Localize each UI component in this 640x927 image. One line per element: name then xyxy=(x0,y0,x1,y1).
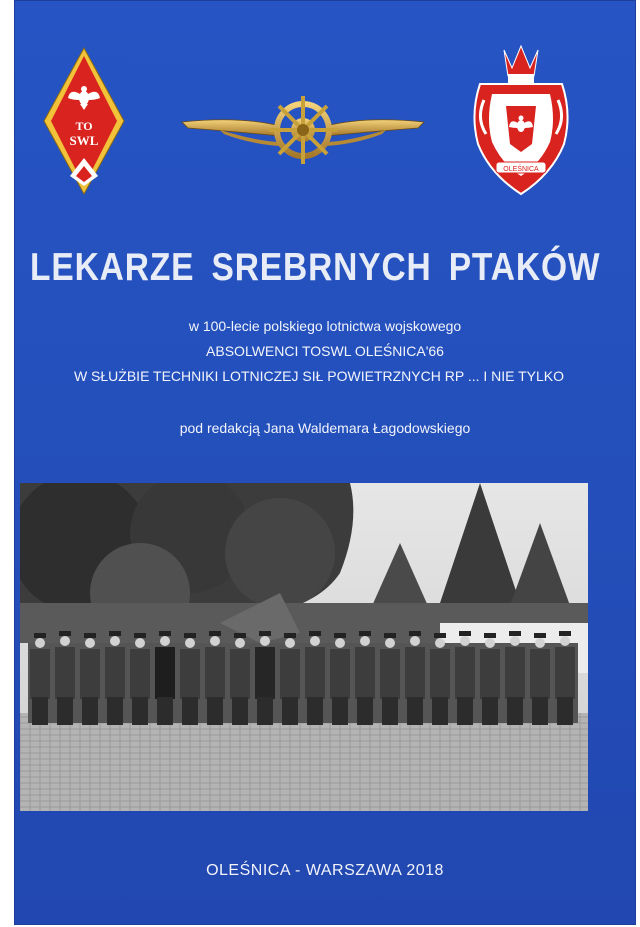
page-margin xyxy=(0,0,14,927)
book-title: LEKARZE SREBRNYCH PTAKÓW xyxy=(30,246,601,289)
editor-line: pod redakcją Jana Waldemara Łagodowskiego xyxy=(179,420,471,436)
group-photo-drawing xyxy=(20,483,588,811)
subtitle-line-3: W SŁUŻBIE TECHNIKI LOTNICZEJ SIŁ POWIETRZNYCH RP ... I NIE TYLKO xyxy=(73,368,565,384)
group-photo xyxy=(20,483,588,811)
air-force-wings-icon xyxy=(180,92,426,172)
crest-ribbon: OLEŚNICA xyxy=(503,166,539,173)
badge-line2: SWL xyxy=(69,133,99,148)
olesnica-crest-icon xyxy=(470,44,572,200)
toswl-badge-icon xyxy=(42,46,126,196)
badge-line1: TO xyxy=(75,119,93,133)
book-cover xyxy=(14,0,636,925)
subtitle-line-2: ABSOLWENCI TOSWL OLEŚNICA'66 xyxy=(206,343,444,359)
publication-place-year: OLEŚNICA - WARSZAWA 2018 xyxy=(206,862,444,879)
subtitle-line-1: w 100-lecie polskiego lotnictwa wojskowego xyxy=(188,318,462,334)
